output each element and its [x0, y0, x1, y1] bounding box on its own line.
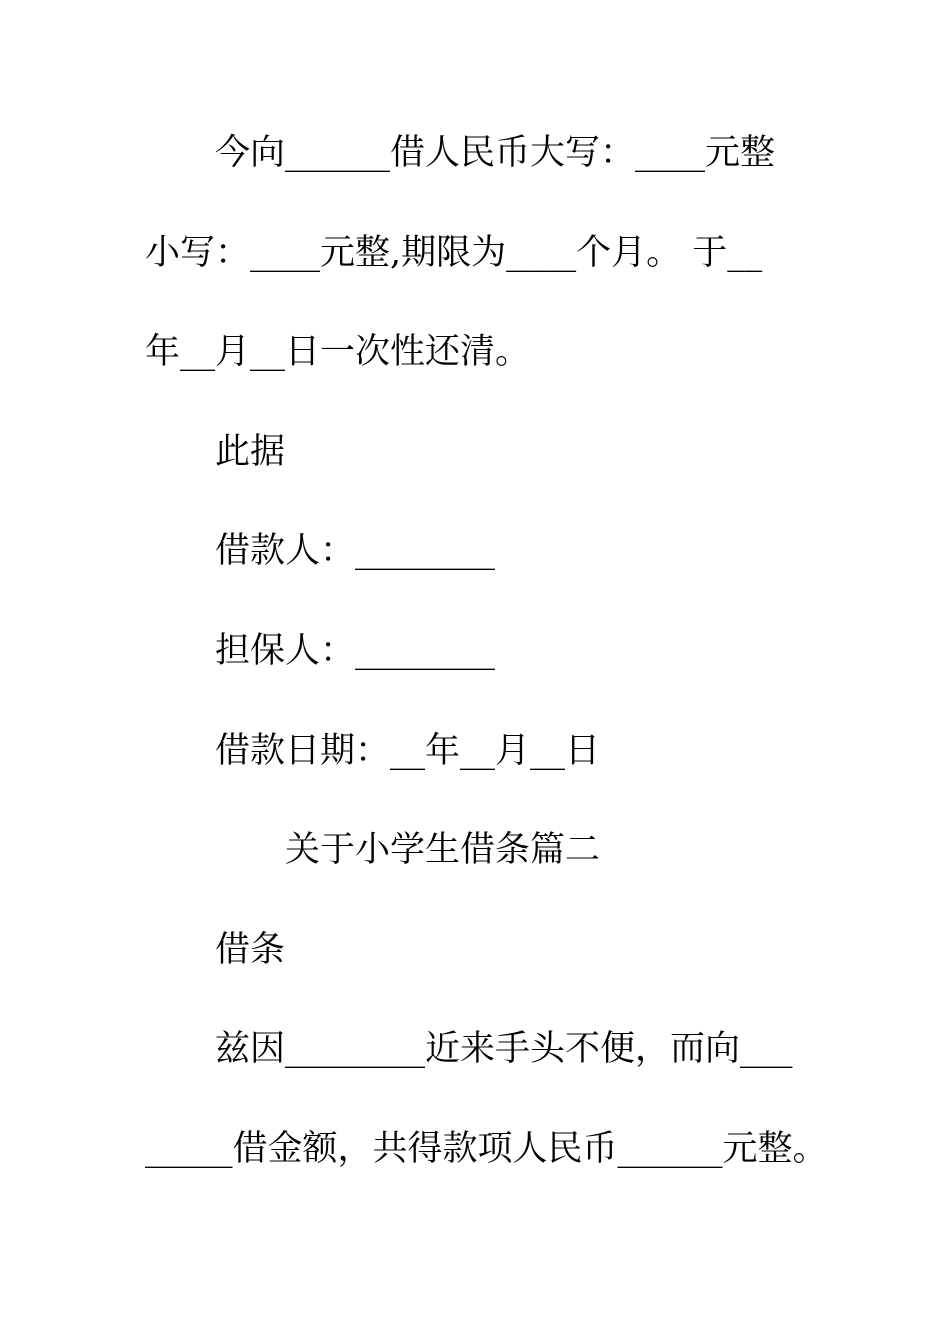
- closing-phrase: 此据: [215, 432, 286, 472]
- loan-date-field: 借款日期：__年__月__日: [215, 731, 601, 771]
- borrower-field: 借款人：________: [215, 531, 496, 571]
- loan-statement-line-1: 今向______借人民币大写：____元整: [215, 133, 776, 173]
- section-heading: 关于小学生借条篇二: [285, 830, 601, 870]
- reason-line-1: 兹因________近来手头不便，而向___: [215, 1029, 793, 1069]
- reason-line-2: _____借金额，共得款项人民币______元整。: [145, 1129, 828, 1169]
- guarantor-field: 担保人：________: [215, 631, 496, 671]
- document-title: 借条: [215, 930, 286, 970]
- loan-statement-line-3: 年__月__日一次性还清。: [145, 332, 531, 372]
- loan-statement-line-2: 小写：____元整,期限为____个月。 于__: [145, 233, 763, 273]
